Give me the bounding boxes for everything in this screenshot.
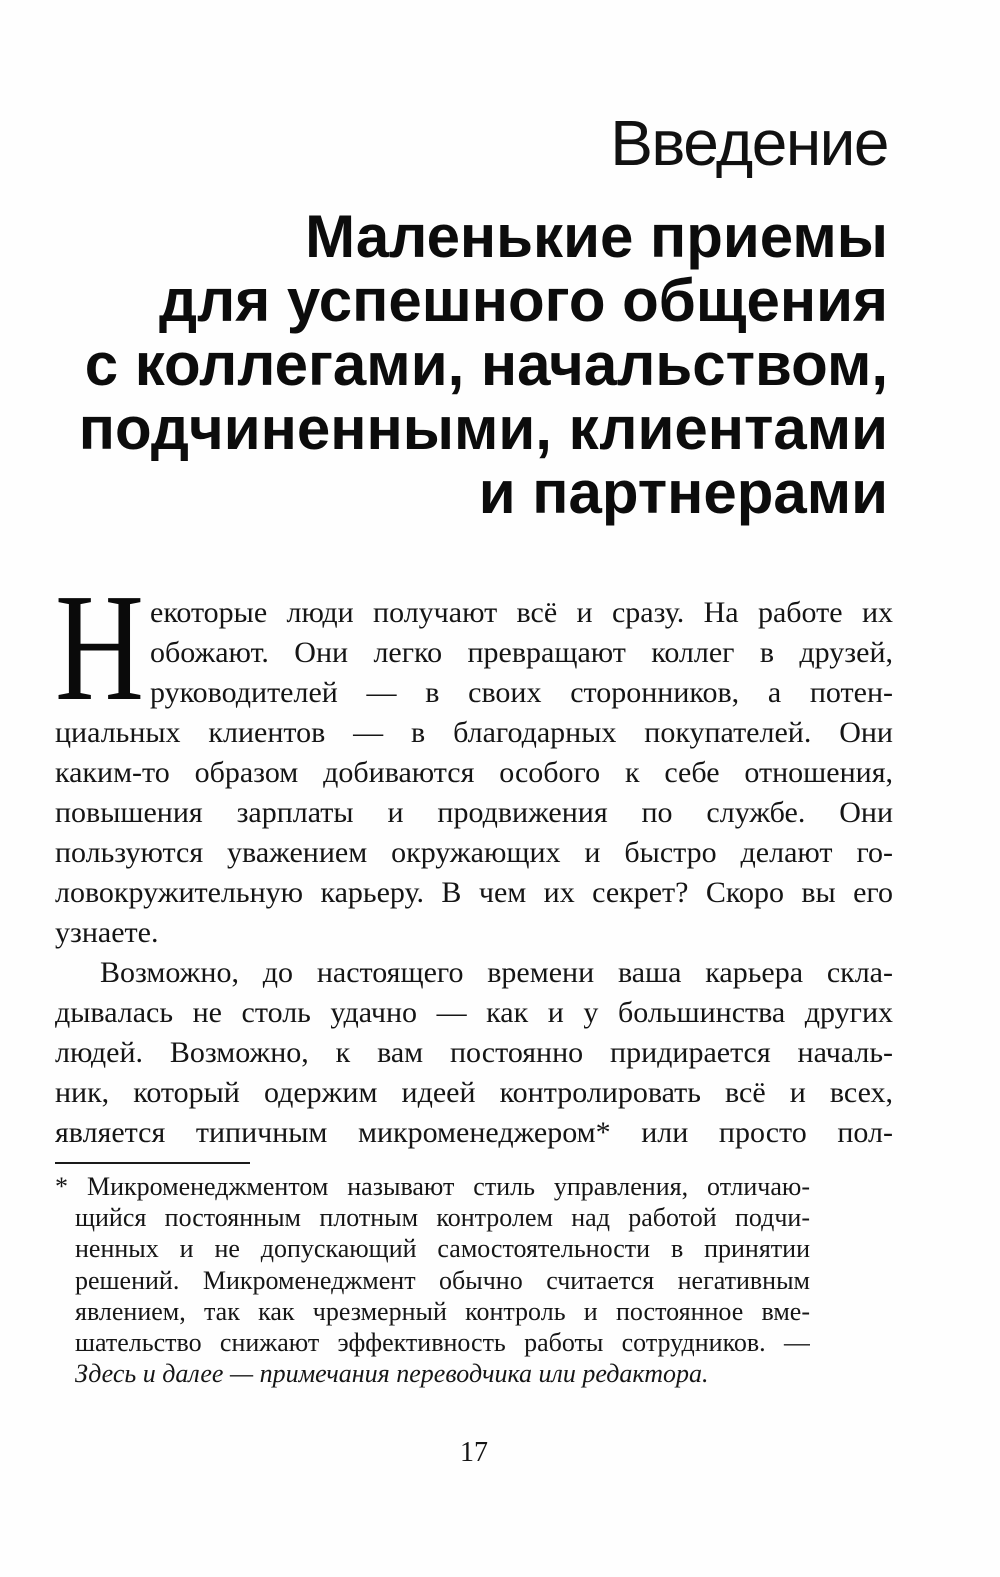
title-line: Маленькие приемы: [305, 203, 888, 270]
text-line: руководителей — в своих сторонников, а потен-: [150, 676, 893, 709]
text-line: ник, который одержим идеей контролировать всё и всех,: [55, 1076, 893, 1109]
text-line: обожают. Они легко превращают коллег в друзей,: [150, 636, 893, 669]
text-line: екоторые люди получают всё и сразу. На работе их: [150, 596, 893, 629]
text-line: циальных клиентов — в благодарных покупателей. Они: [55, 716, 893, 749]
footnote-line: явлением, так как чрезмерный контроль и постоянное вме-: [75, 1296, 810, 1326]
drop-cap: Н: [55, 563, 144, 733]
footnote-rule: [55, 1162, 250, 1164]
text-line: пользуются уважением окружающих и быстро делают го-: [55, 836, 893, 869]
title-line: с коллегами, начальством,: [84, 331, 888, 398]
text-line: повышения зарплаты и продвижения по службе. Они: [55, 796, 893, 829]
body-paragraph: [55, 593, 893, 953]
text-line: узнаете.: [55, 916, 159, 949]
footnote-line: ненных и не допускающий самостоятельности в принятии: [75, 1234, 810, 1264]
text-line: является типичным микроменеджером* или просто пол-: [55, 1116, 893, 1149]
body-paragraph: [55, 953, 893, 1153]
footnote-line: шательство снижают эффективность работы сотрудников. —: [75, 1327, 810, 1357]
chapter-title: [79, 205, 888, 525]
page-number: 17: [460, 1437, 488, 1468]
footnote-line: решений. Микроменеджмент обычно считается негативным: [75, 1265, 810, 1295]
footnote-line: щийся постоянным плотным контролем над работой подчи-: [75, 1203, 810, 1233]
footnote: [55, 1171, 810, 1389]
title-line: для успешного общения: [159, 267, 888, 334]
chapter-label: Введение: [610, 107, 888, 179]
text-line: Возможно, до настоящего времени ваша карьера скла-: [100, 956, 893, 989]
text-line: ловокружительную карьеру. В чем их секрет? Скоро вы его: [55, 876, 893, 909]
title-line: подчиненными, клиентами: [78, 395, 888, 462]
title-line: и партнерами: [478, 459, 888, 526]
text-line: людей. Возможно, к вам постоянно придирается началь-: [55, 1036, 893, 1069]
footnote-line: * Микроменеджментом называют стиль управления, отличаю-: [55, 1172, 810, 1201]
text-line: каким-то образом добиваются особого к себе отношения,: [55, 756, 893, 789]
text-line: дывалась не столь удачно — как и у большинства других: [55, 996, 893, 1029]
footnote-note: Здесь и далее — примечания переводчика или редактора.: [75, 1359, 709, 1389]
body-text: [55, 593, 893, 1153]
